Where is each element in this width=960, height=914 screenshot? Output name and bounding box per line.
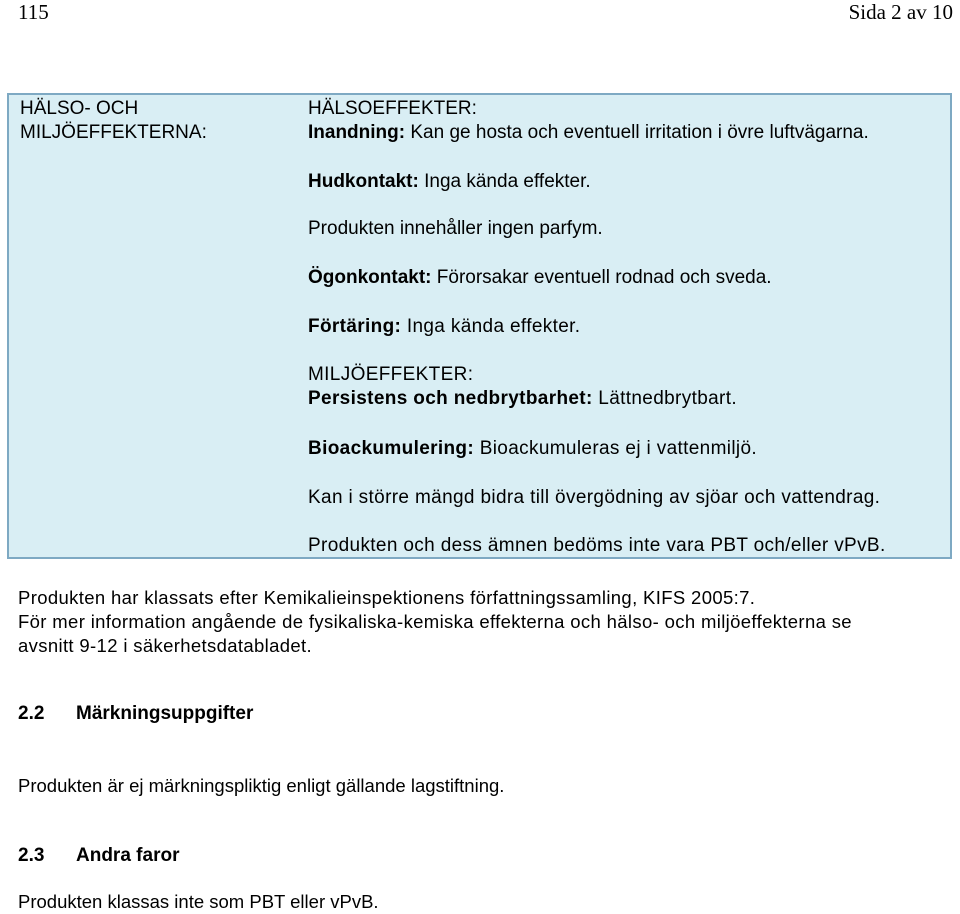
section-2-2-heading	[18, 703, 253, 725]
section-label-line1: HÄLSO- OCH	[20, 98, 139, 119]
persistence-label: Persistens och nedbrytbarhet:	[308, 388, 593, 409]
section-2-3-text: Produkten klassas inte som PBT eller vPvB.	[18, 891, 379, 912]
eutrophication-line: Kan i större mängd bidra till övergödning av sjöar och vattendrag.	[308, 487, 881, 508]
pbt-line: Produkten och dess ämnen bedöms inte vara PBT och/eller vPvB.	[308, 535, 886, 556]
section-label-line2: MILJÖEFFEKTERNA:	[20, 122, 207, 143]
inhalation-label: Inandning:	[308, 122, 406, 143]
page-number: 115	[18, 0, 49, 24]
bioaccumulation-label: Bioackumulering:	[308, 438, 475, 459]
skin-contact-label: Hudkontakt:	[308, 171, 419, 192]
bioaccumulation-text: Bioackumuleras ej i vattenmiljö.	[474, 438, 758, 459]
section-label	[20, 97, 300, 145]
persistence-line	[308, 387, 737, 411]
page-indicator: Sida 2 av 10	[848, 0, 953, 24]
section-2-2-text: Produkten är ej märkningspliktig enligt gällande lagstiftning.	[18, 775, 505, 796]
inhalation-line	[308, 121, 869, 145]
health-effects-heading: HÄLSOEFFEKTER:	[308, 98, 477, 119]
eye-contact-line	[308, 266, 772, 290]
bioaccumulation-line	[308, 437, 757, 461]
persistence-text: Lättnedbrytbart.	[592, 388, 737, 409]
ingestion-line	[308, 315, 580, 339]
classification-line-1: Produkten har klassats efter Kemikalieinspektionens författningssamling, KIFS 2005:7.	[18, 587, 756, 608]
section-2-2-number: 2.2	[18, 703, 45, 724]
ingestion-text: Inga kända effekter.	[401, 316, 581, 337]
environment-effects-heading: MILJÖEFFEKTER:	[308, 364, 474, 385]
inhalation-text: Kan ge hosta och eventuell irritation i övre luftvägarna.	[405, 122, 869, 143]
health-environment-effects-box	[7, 93, 952, 559]
section-2-3-heading	[18, 845, 179, 867]
ingestion-label: Förtäring:	[308, 316, 402, 337]
eye-contact-label: Ögonkontakt:	[308, 267, 432, 288]
section-2-3-number: 2.3	[18, 845, 45, 866]
classification-line-3: avsnitt 9-12 i säkerhetsdatabladet.	[18, 635, 313, 656]
section-2-3-title: Andra faror	[76, 845, 180, 866]
classification-line-2: För mer information angående de fysikaliska-kemiska effekterna och hälso- och miljöeffekterna se	[18, 611, 852, 632]
section-2-2-title: Märkningsuppgifter	[76, 703, 254, 724]
skin-contact-line	[308, 170, 591, 194]
perfume-line: Produkten innehåller ingen parfym.	[308, 218, 603, 239]
eye-contact-text: Förorsakar eventuell rodnad och sveda.	[431, 267, 772, 288]
skin-contact-text: Inga kända effekter.	[418, 171, 591, 192]
